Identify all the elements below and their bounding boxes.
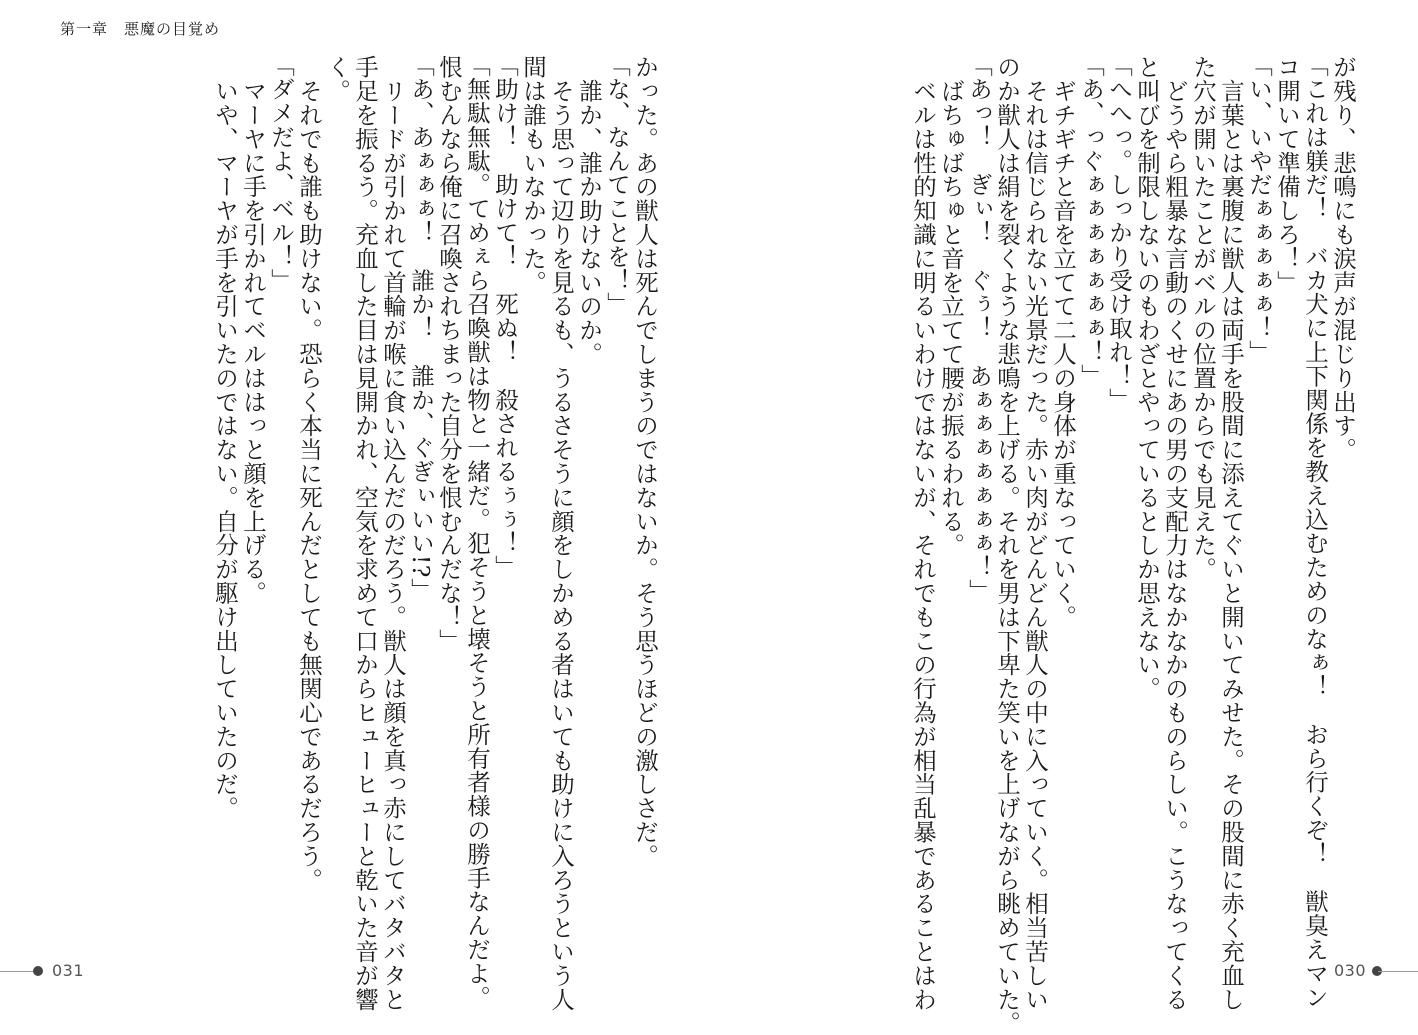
text-line: マーヤに手を引かれてベルははっと顔を上げる。 [239,55,267,605]
footer-rule-left [0,971,36,972]
text-line: 「これは躾だ！ バカ犬に上下関係を教え込むためのなぁ！ おら行くぞ！ 獣臭えマン [1301,53,1329,1009]
footer-rule-right [1378,971,1418,972]
text-line: それでも誰も助けない。恐らく本当に死んだとしても無関心であるだろう。 [295,55,323,892]
chapter-title: 第一章 悪魔の目覚め [60,20,221,38]
text-line: と叫びを制限しないのもわざとやっているとしか思えない。 [1133,55,1161,701]
text-line: のか獣人は絹を裂くような悲鳴を上げる。それを男は下卑た笑いを上げながら眺めていた。 [993,55,1021,1035]
page-marker-dot-left [33,966,43,976]
text-line: そう思って辺りを見るも、うるさそうに顔をしかめる者はいても助けに入ろうという人 [547,55,575,1011]
text-line: 言葉とは裏腹に獣人は両手を股間に添えてぐいと開いてみせた。その股間に赤く充血し [1217,55,1245,1011]
text-line: コ開いて準備しろ！」 [1273,55,1301,294]
text-line: 「い、いやだぁぁぁぁぁ！」 [1245,53,1273,364]
text-line: それは信じられない光景だった。赤い肉がどんどん獣人の中に入っていく。相当苦しい [1021,55,1049,1011]
text-line: 「あ、あぁぁぁ！ 誰か！ 誰か、ぐぎぃいい!?」 [407,53,435,602]
text-line: かった。あの獣人は死んでしまうのではないか。そう思うほどの激しさだ。 [631,55,659,868]
text-line: が残り、悲鳴にも涙声が混じり出す。 [1329,55,1357,462]
text-line: 「ダメだよ、ベル！」 [267,53,295,292]
text-line: 誰か、誰か助けないのか。 [575,55,603,366]
text-line: ベルは性的知識に明るいわけではないが、それでもこの行為が相当乱暴であることはわ [909,55,937,1011]
text-line: 「無駄無駄。てめぇら召喚獣は物と一緒だ。犯そうと壊そうと所有者様の勝手なんだよ。 [463,53,491,1009]
text-line: 恨むんなら俺に召喚されちまった自分を恨むんだな！」 [435,55,463,653]
text-line: ギチギチと音を立てて二人の身体が重なっていく。 [1049,55,1077,629]
text-line: た穴が開いたことがベルの位置からでも見えた。 [1189,55,1217,581]
text-line: く。 [323,55,351,103]
text-line: リードが引かれて首輪が喉に食い込んだのだろう。獣人は顔を真っ赤にしてバタバタと [379,55,407,1011]
text-line: いや、マーヤが手を引いたのではない。自分が駆け出していたのだ。 [211,55,239,820]
text-line: ばちゅばちゅと音を立てて腰が振るわれる。 [937,55,965,557]
text-line: 「へへっ。しっかり受け取れ！」 [1105,53,1133,412]
text-line: 間は誰もいなかった。 [519,55,547,294]
page-number-right: 030 [1333,961,1366,980]
text-line: 「あ、っぐぁぁぁぁぁぁぁ！」 [1077,53,1105,388]
text-line: 「助け！ 助けて！ 死ぬ！ 殺されるぅぅ！」 [491,53,519,579]
text-line: 「あっ！ ぎぃ！ ぐぅ！ あぁぁぁぁぁぁぁ！」 [965,53,993,603]
page-number-left: 031 [52,961,85,980]
text-line: 手足を振るう。充血した目は見開かれ、空気を求めて口からヒューヒューと乾いた音が響 [351,55,379,1011]
text-line: 「な、なんてことを！」 [603,53,631,316]
text-line: どうやら粗暴な言動のくせにあの男の支配力はなかなかのものらしい。こうなってくる [1161,55,1189,1011]
